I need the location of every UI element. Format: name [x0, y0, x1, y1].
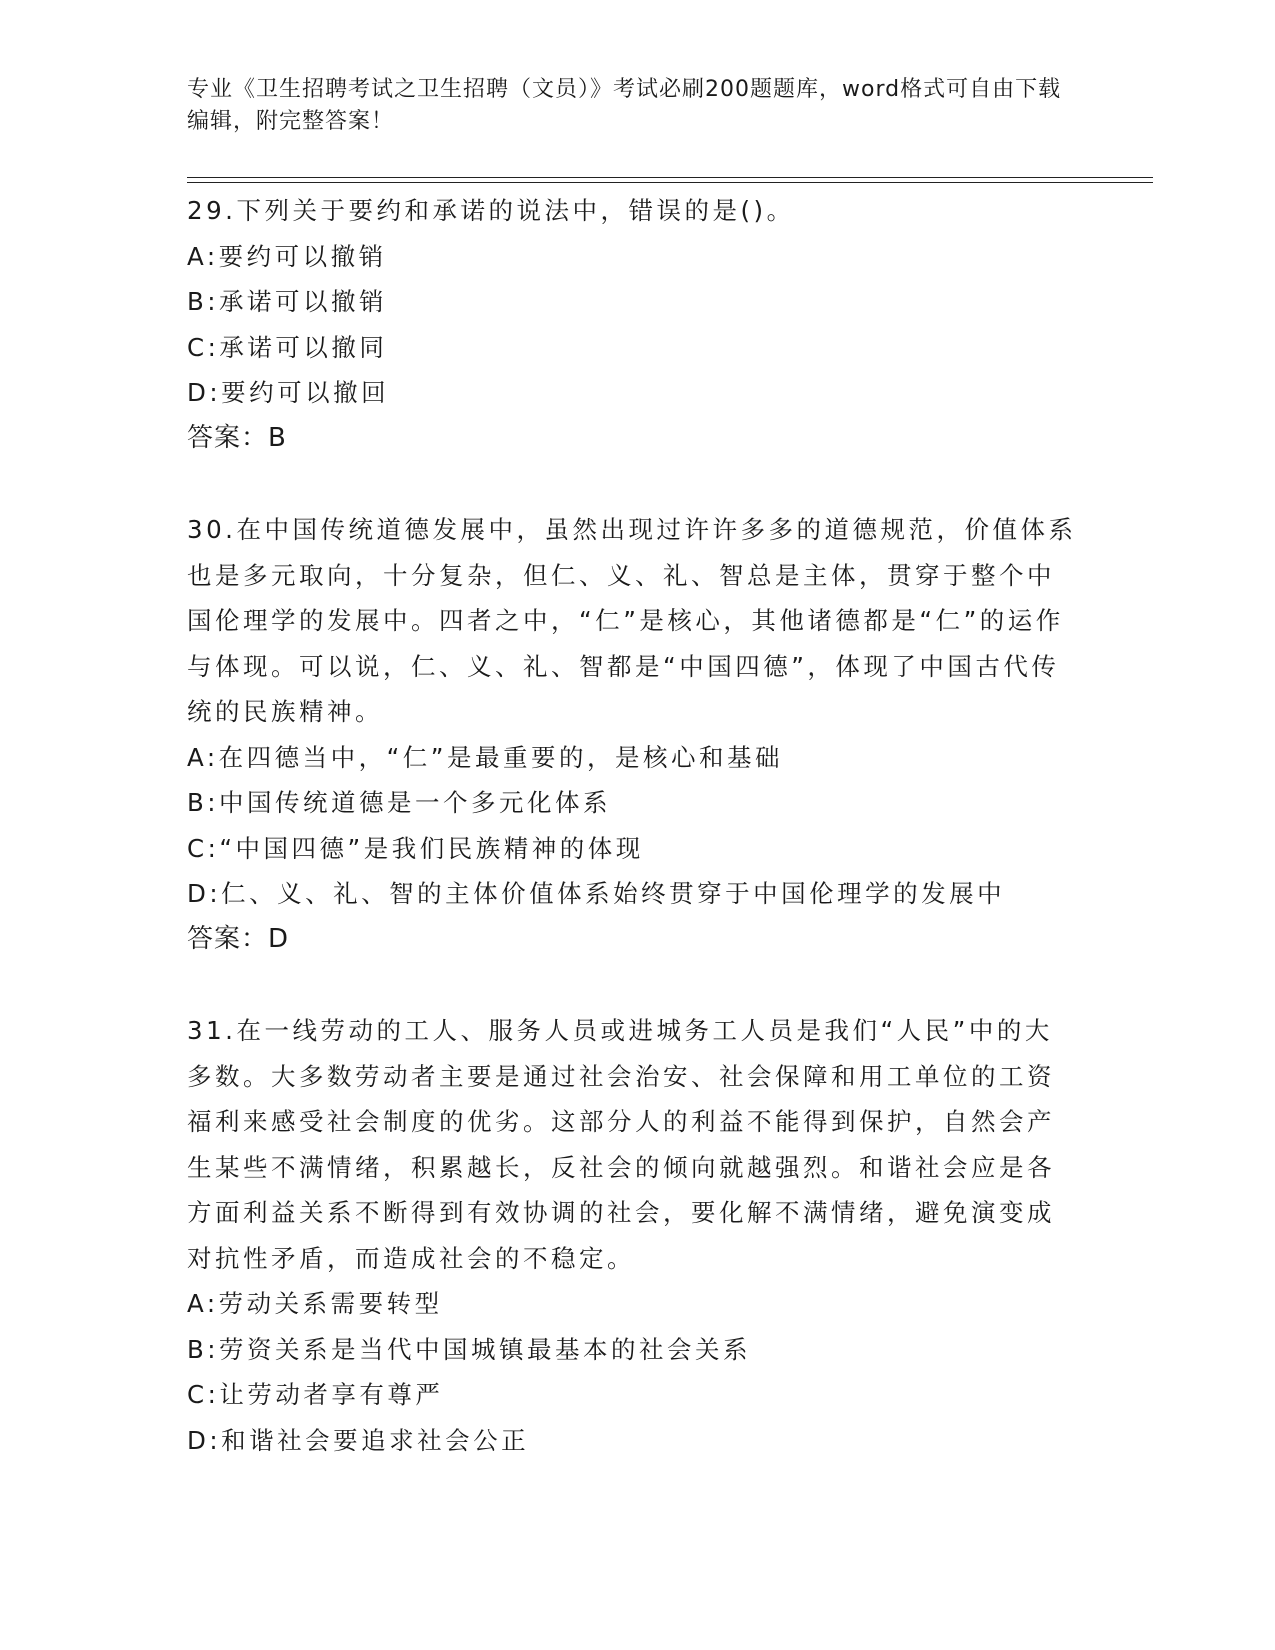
option-a: A:要约可以撤销	[187, 241, 387, 271]
header-divider-bottom	[187, 182, 1153, 183]
header-divider-top	[187, 177, 1153, 178]
question-29	[187, 188, 1077, 461]
option-d: D:要约可以撤回	[187, 378, 390, 407]
question-stem: 31.在一线劳动的工人、服务人员或进城务工人员是我们“人民”中的大多数。大多数劳动者主要是通过社会治安、社会保障和用工单位的工资福利来感受社会制度的优劣。这部分人的利益不能得到保护，自然会产生某些不满情绪，积累越长，反社会的倾向就越强烈。和谐社会应是各方面利益关系不断得到有效协调的社会，要化解不满情绪，避免演变成对抗性矛盾，而造成社会的不稳定。	[187, 1016, 1055, 1273]
question-30	[187, 507, 1077, 962]
option-d: D:和谐社会要追求社会公正	[187, 1425, 530, 1455]
question-list	[187, 188, 1077, 1509]
option-b: B:承诺可以撤销	[187, 287, 388, 316]
answer-label: 答案：D	[187, 923, 290, 954]
option-b: B:中国传统道德是一个多元化体系	[187, 788, 612, 817]
option-b: B:劳资关系是当代中国城镇最基本的社会关系	[187, 1334, 752, 1364]
option-c: C:承诺可以撤同	[187, 332, 388, 362]
option-a: A:劳动关系需要转型	[187, 1289, 443, 1318]
option-c: C:让劳动者享有尊严	[187, 1380, 444, 1409]
answer-label: 答案：B	[187, 422, 287, 453]
option-c: C:“中国四德”是我们民族精神的体现	[187, 833, 644, 863]
question-stem: 29.下列关于要约和承诺的说法中，错误的是()。	[187, 196, 795, 225]
option-d: D:仁、义、礼、智的主体价值体系始终贯穿于中国伦理学的发展中	[187, 879, 1006, 908]
document-header: 专业《卫生招聘考试之卫生招聘（文员）》考试必刷200题题库，word格式可自由下载编辑，附完整答案！	[187, 77, 1062, 134]
question-stem: 30.在中国传统道德发展中，虽然出现过许许多多的道德规范，价值体系也是多元取向，十分复杂，但仁、义、礼、智总是主体，贯穿于整个中国伦理学的发展中。四者之中，“仁”是核心，其他诸德都是“仁”的运作与体现。可以说，仁、义、礼、智都是“中国四德”，体现了中国古代传统的民族精神。	[187, 515, 1077, 726]
question-31	[187, 1008, 1077, 1463]
option-a: A:在四德当中，“仁”是最重要的，是核心和基础	[187, 742, 783, 772]
